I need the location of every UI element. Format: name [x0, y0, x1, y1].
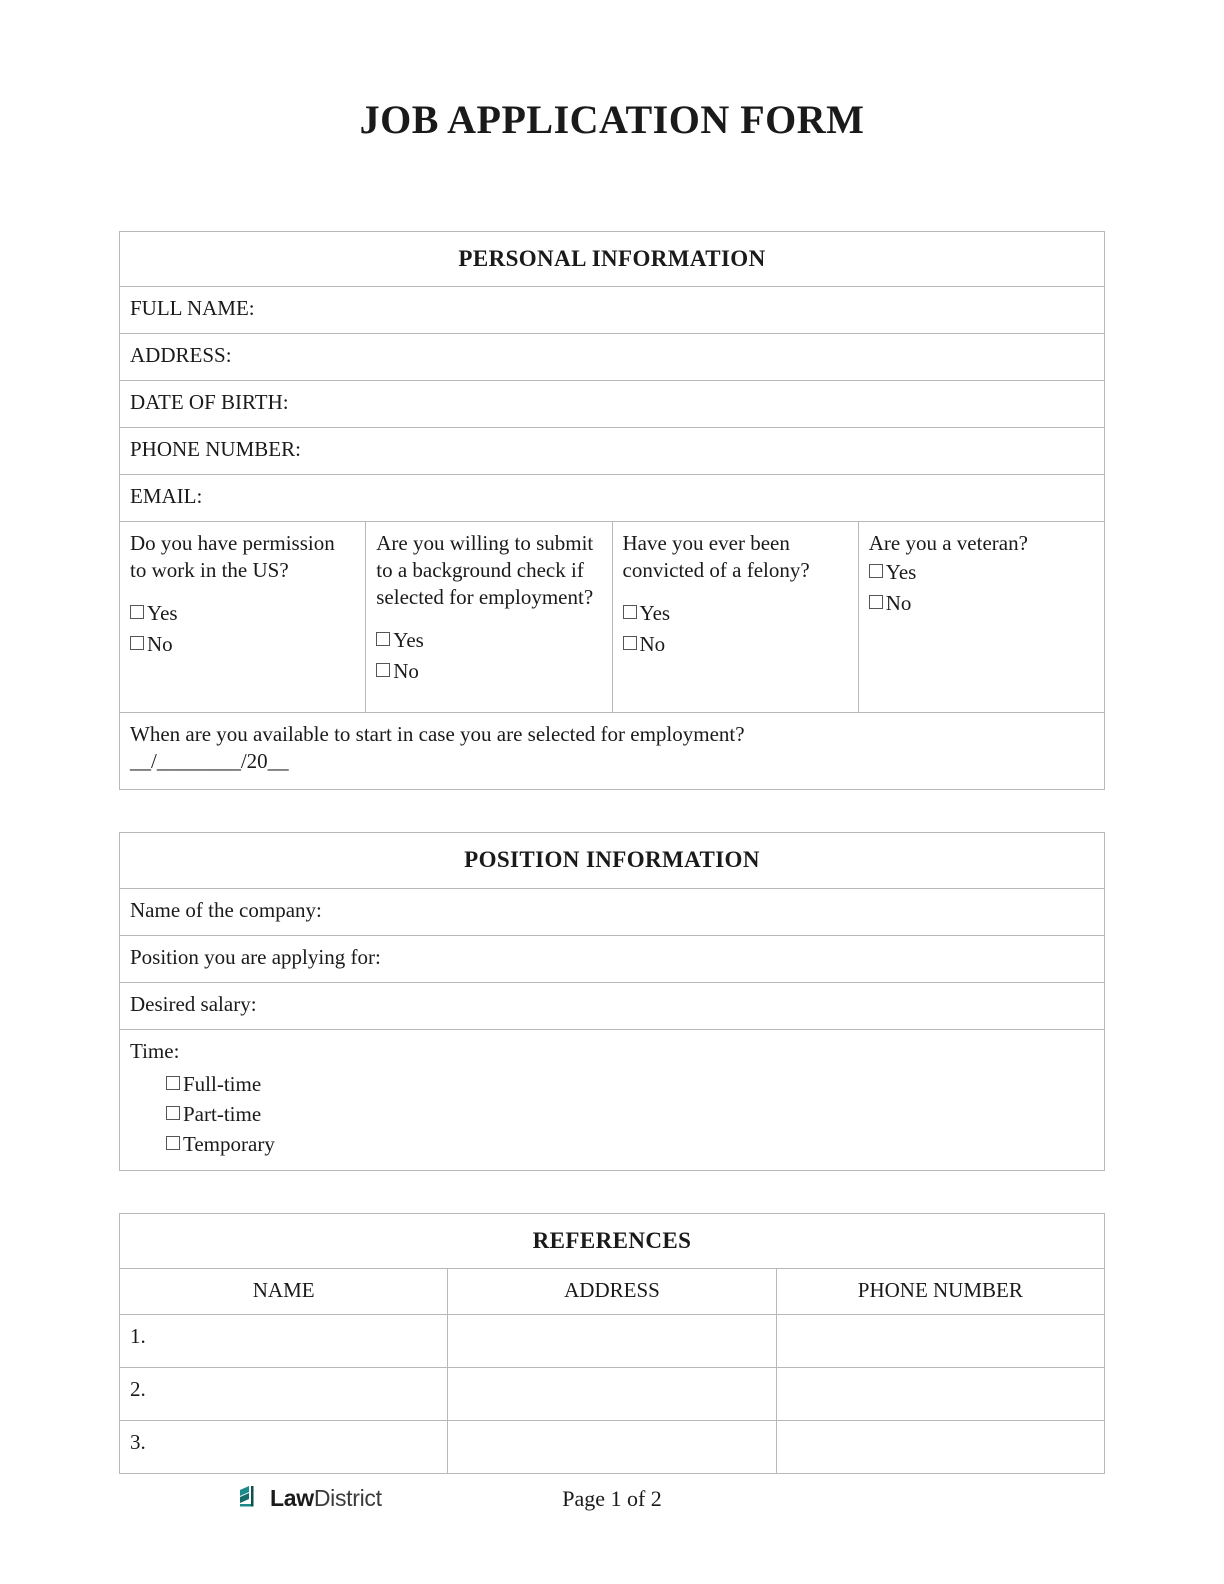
question-work-permission-text: Do you have permission to work in the US?	[130, 531, 335, 583]
field-row-email	[120, 475, 1105, 522]
checkbox-label: Yes	[885, 560, 917, 585]
page-footer	[119, 1483, 1105, 1514]
time-options-list	[166, 1069, 1094, 1160]
question-felony-conviction	[612, 522, 858, 713]
position-applying-for-field[interactable]: Position you are applying for:	[120, 935, 1105, 982]
personal-information-heading: PERSONAL INFORMATION	[120, 232, 1105, 287]
reference-phone-2[interactable]	[776, 1368, 1104, 1421]
logo-text-normal: District	[313, 1485, 382, 1511]
logo-text-bold: Law	[270, 1485, 314, 1511]
question-veteran	[858, 522, 1104, 713]
reference-address-2[interactable]	[448, 1368, 776, 1421]
full-name-field[interactable]: FULL NAME:	[120, 287, 1105, 334]
reference-phone-1[interactable]	[776, 1315, 1104, 1368]
questions-row	[120, 522, 1105, 713]
question-background-check	[366, 522, 612, 713]
references-column-header-row	[120, 1269, 1105, 1315]
spacer	[376, 611, 601, 625]
checkbox-work-permission-yes[interactable]	[130, 598, 355, 628]
references-heading: REFERENCES	[120, 1213, 1105, 1268]
availability-date-blank[interactable]: __/________/20__	[130, 749, 289, 774]
checkbox-icon[interactable]	[166, 1076, 180, 1090]
spacer	[623, 584, 848, 598]
column-header-address: ADDRESS	[448, 1269, 776, 1315]
time-label: Time:	[130, 1038, 180, 1063]
field-row-date-of-birth	[120, 381, 1105, 428]
availability-cell	[120, 713, 1105, 790]
date-of-birth-field[interactable]: DATE OF BIRTH:	[120, 381, 1105, 428]
checkbox-label: No	[639, 631, 666, 656]
availability-question: When are you available to start in case you are selected for employment?	[130, 722, 745, 747]
field-row-full-name	[120, 287, 1105, 334]
page-title: JOB APPLICATION FORM	[359, 97, 865, 142]
field-row-phone-number	[120, 428, 1105, 475]
personal-information-section	[119, 231, 1105, 790]
spacer	[130, 584, 355, 598]
reference-address-3[interactable]	[448, 1421, 776, 1474]
checkbox-label: No	[393, 658, 419, 683]
checkbox-icon[interactable]	[166, 1106, 180, 1120]
section-header-row	[120, 1213, 1105, 1268]
time-cell	[120, 1029, 1105, 1170]
checkbox-label: Full-time	[183, 1071, 262, 1096]
table-row	[120, 1421, 1105, 1474]
checkbox-label: No	[885, 590, 912, 615]
checkbox-felony-yes[interactable]	[623, 598, 848, 628]
checkbox-label: Yes	[393, 628, 424, 653]
checkbox-icon[interactable]	[376, 663, 390, 677]
field-row-desired-salary	[120, 982, 1105, 1029]
reference-index-1[interactable]: 1.	[120, 1315, 448, 1368]
checkbox-time-part-time[interactable]	[166, 1099, 1094, 1129]
checkbox-time-full-time[interactable]	[166, 1069, 1094, 1099]
column-header-phone-number: PHONE NUMBER	[776, 1269, 1104, 1315]
references-section	[119, 1213, 1105, 1474]
address-field[interactable]: ADDRESS:	[120, 334, 1105, 381]
company-name-field[interactable]: Name of the company:	[120, 888, 1105, 935]
checkbox-work-permission-no[interactable]	[130, 629, 355, 659]
document-content	[119, 143, 1105, 1474]
reference-address-1[interactable]	[448, 1315, 776, 1368]
checkbox-icon[interactable]	[166, 1136, 180, 1150]
checkbox-label: No	[147, 631, 173, 656]
checkbox-veteran-no[interactable]	[869, 588, 1094, 618]
question-veteran-text: Are you a veteran?	[868, 531, 1028, 556]
checkbox-time-temporary[interactable]	[166, 1129, 1094, 1159]
phone-number-field[interactable]: PHONE NUMBER:	[120, 428, 1105, 475]
availability-row	[120, 713, 1105, 790]
page-number: Page 1 of 2	[562, 1485, 662, 1511]
field-row-company-name	[120, 888, 1105, 935]
position-information-heading: POSITION INFORMATION	[120, 833, 1105, 888]
checkbox-icon[interactable]	[869, 564, 883, 578]
checkbox-label: Yes	[147, 601, 178, 626]
section-header-row	[120, 833, 1105, 888]
checkbox-label: Temporary	[183, 1132, 275, 1157]
reference-index-3[interactable]: 3.	[120, 1421, 448, 1474]
question-felony-conviction-text: Have you ever been convicted of a felony?	[622, 531, 810, 583]
position-information-section	[119, 832, 1105, 1171]
table-row	[120, 1368, 1105, 1421]
desired-salary-field[interactable]: Desired salary:	[120, 982, 1105, 1029]
checkbox-icon[interactable]	[623, 605, 637, 619]
checkbox-icon[interactable]	[130, 636, 144, 650]
column-header-name: NAME	[120, 1269, 448, 1315]
question-work-permission	[120, 522, 366, 713]
field-row-address	[120, 334, 1105, 381]
email-field[interactable]: EMAIL:	[120, 475, 1105, 522]
field-row-position-applying-for	[120, 935, 1105, 982]
checkbox-background-check-no[interactable]	[376, 656, 601, 686]
checkbox-felony-no[interactable]	[623, 629, 848, 659]
checkbox-icon[interactable]	[130, 605, 144, 619]
question-background-check-text: Are you willing to submit to a background check if selected for employment?	[376, 531, 594, 610]
checkbox-icon[interactable]	[376, 632, 390, 646]
reference-phone-3[interactable]	[776, 1421, 1104, 1474]
checkbox-label: Part-time	[183, 1101, 262, 1126]
reference-index-2[interactable]: 2.	[120, 1368, 448, 1421]
table-row	[120, 1315, 1105, 1368]
time-row	[120, 1029, 1105, 1170]
checkbox-background-check-yes[interactable]	[376, 625, 601, 655]
checkbox-veteran-yes[interactable]	[869, 557, 1094, 587]
checkbox-icon[interactable]	[869, 595, 883, 609]
checkbox-icon[interactable]	[623, 636, 637, 650]
section-header-row	[120, 232, 1105, 287]
checkbox-label: Yes	[639, 601, 671, 626]
